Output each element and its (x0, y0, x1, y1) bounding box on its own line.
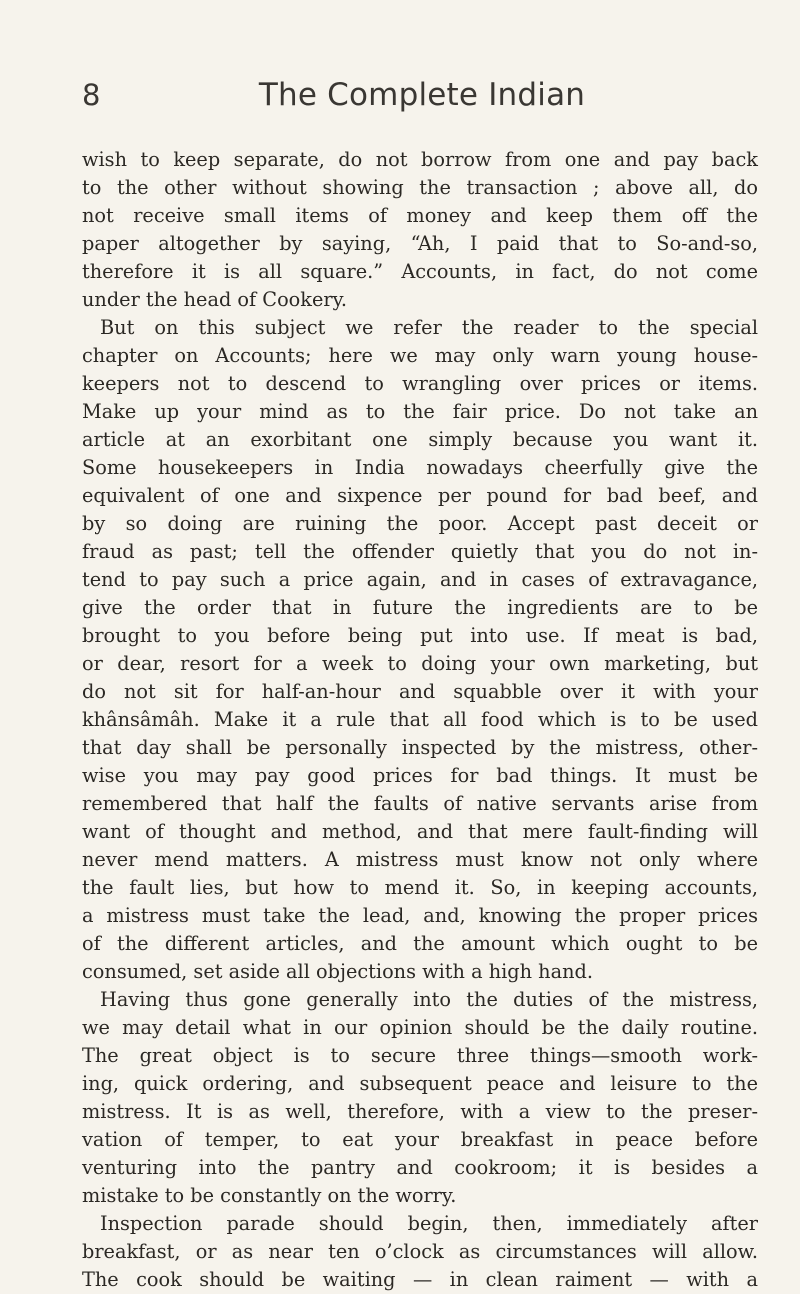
text-line: chapter on Accounts; here we may only warn young house- (82, 344, 758, 367)
text-line: The great object is to secure three things—smooth work- (82, 1044, 758, 1067)
text-line: consumed, set aside all objections with a high hand. (82, 960, 593, 983)
running-head (82, 78, 762, 118)
text-line: wish to keep separate, do not borrow from one and pay back (82, 148, 758, 171)
text-line: want of thought and method, and that mere fault-finding will (82, 820, 758, 843)
page-number: 8 (82, 78, 101, 112)
text-line: brought to you before being put into use. If meat is bad, (82, 624, 758, 647)
running-title: The Complete Indian (258, 77, 586, 113)
text-line: never mend matters. A mistress must know not only where (82, 848, 758, 871)
text-line: paper altogether by saying, “Ah, I paid that to So-and-so, (82, 232, 758, 255)
text-line: venturing into the pantry and cookroom; it is besides a (82, 1156, 758, 1179)
text-line: not receive small items of money and keep them off the (82, 204, 758, 227)
text-line: keepers not to descend to wrangling over prices or items. (82, 372, 758, 395)
text-line: therefore it is all square.” Accounts, in fact, do not come (82, 260, 758, 283)
text-line: to the other without showing the transaction ; above all, do (82, 176, 758, 199)
text-line: ing, quick ordering, and subsequent peace and leisure to the (82, 1072, 758, 1095)
text-line: a mistress must take the lead, and, knowing the proper prices (82, 904, 758, 927)
text-line: the fault lies, but how to mend it. So, in keeping accounts, (82, 876, 758, 899)
text-line: of the different articles, and the amount which ought to be (82, 932, 758, 955)
text-line: The cook should be waiting — in clean raiment — with a (82, 1268, 758, 1291)
text-line: we may detail what in our opinion should be the daily routine. (82, 1016, 758, 1039)
text-line: tend to pay such a price again, and in cases of extravagance, (82, 568, 758, 591)
text-line: equivalent of one and sixpence per pound for bad beef, and (82, 484, 758, 507)
text-line: breakfast, or as near ten o’clock as circumstances will allow. (82, 1240, 758, 1263)
text-line: that day shall be personally inspected by the mistress, other- (82, 736, 758, 759)
text-line: But on this subject we refer the reader to the special (100, 316, 758, 339)
text-line: under the head of Cookery. (82, 288, 348, 311)
text-line: mistake to be constantly on the worry. (82, 1184, 457, 1207)
text-line: Make up your mind as to the fair price. Do not take an (82, 400, 758, 423)
text-line: do not sit for half-an-hour and squabble over it with your (82, 680, 758, 703)
text-line: give the order that in future the ingredients are to be (82, 596, 758, 619)
text-line: Having thus gone generally into the duties of the mistress, (100, 988, 758, 1011)
text-line: fraud as past; tell the offender quietly that you do not in- (82, 540, 758, 563)
text-line: khânsâmâh. Make it a rule that all food which is to be used (82, 708, 758, 731)
text-line: Some housekeepers in India nowadays cheerfully give the (82, 456, 758, 479)
text-line: wise you may pay good prices for bad things. It must be (82, 764, 758, 787)
text-line: mistress. It is as well, therefore, with a view to the preser- (82, 1100, 758, 1123)
text-line: or dear, resort for a week to doing your own marketing, but (82, 652, 758, 675)
text-line: article at an exorbitant one simply because you want it. (82, 428, 758, 451)
body-text (82, 146, 758, 1294)
text-line: remembered that half the faults of native servants arise from (82, 792, 758, 815)
text-line: by so doing are ruining the poor. Accept past deceit or (82, 512, 758, 535)
text-line: Inspection parade should begin, then, immediately after (100, 1212, 758, 1235)
text-line: vation of temper, to eat your breakfast in peace before (82, 1128, 758, 1151)
